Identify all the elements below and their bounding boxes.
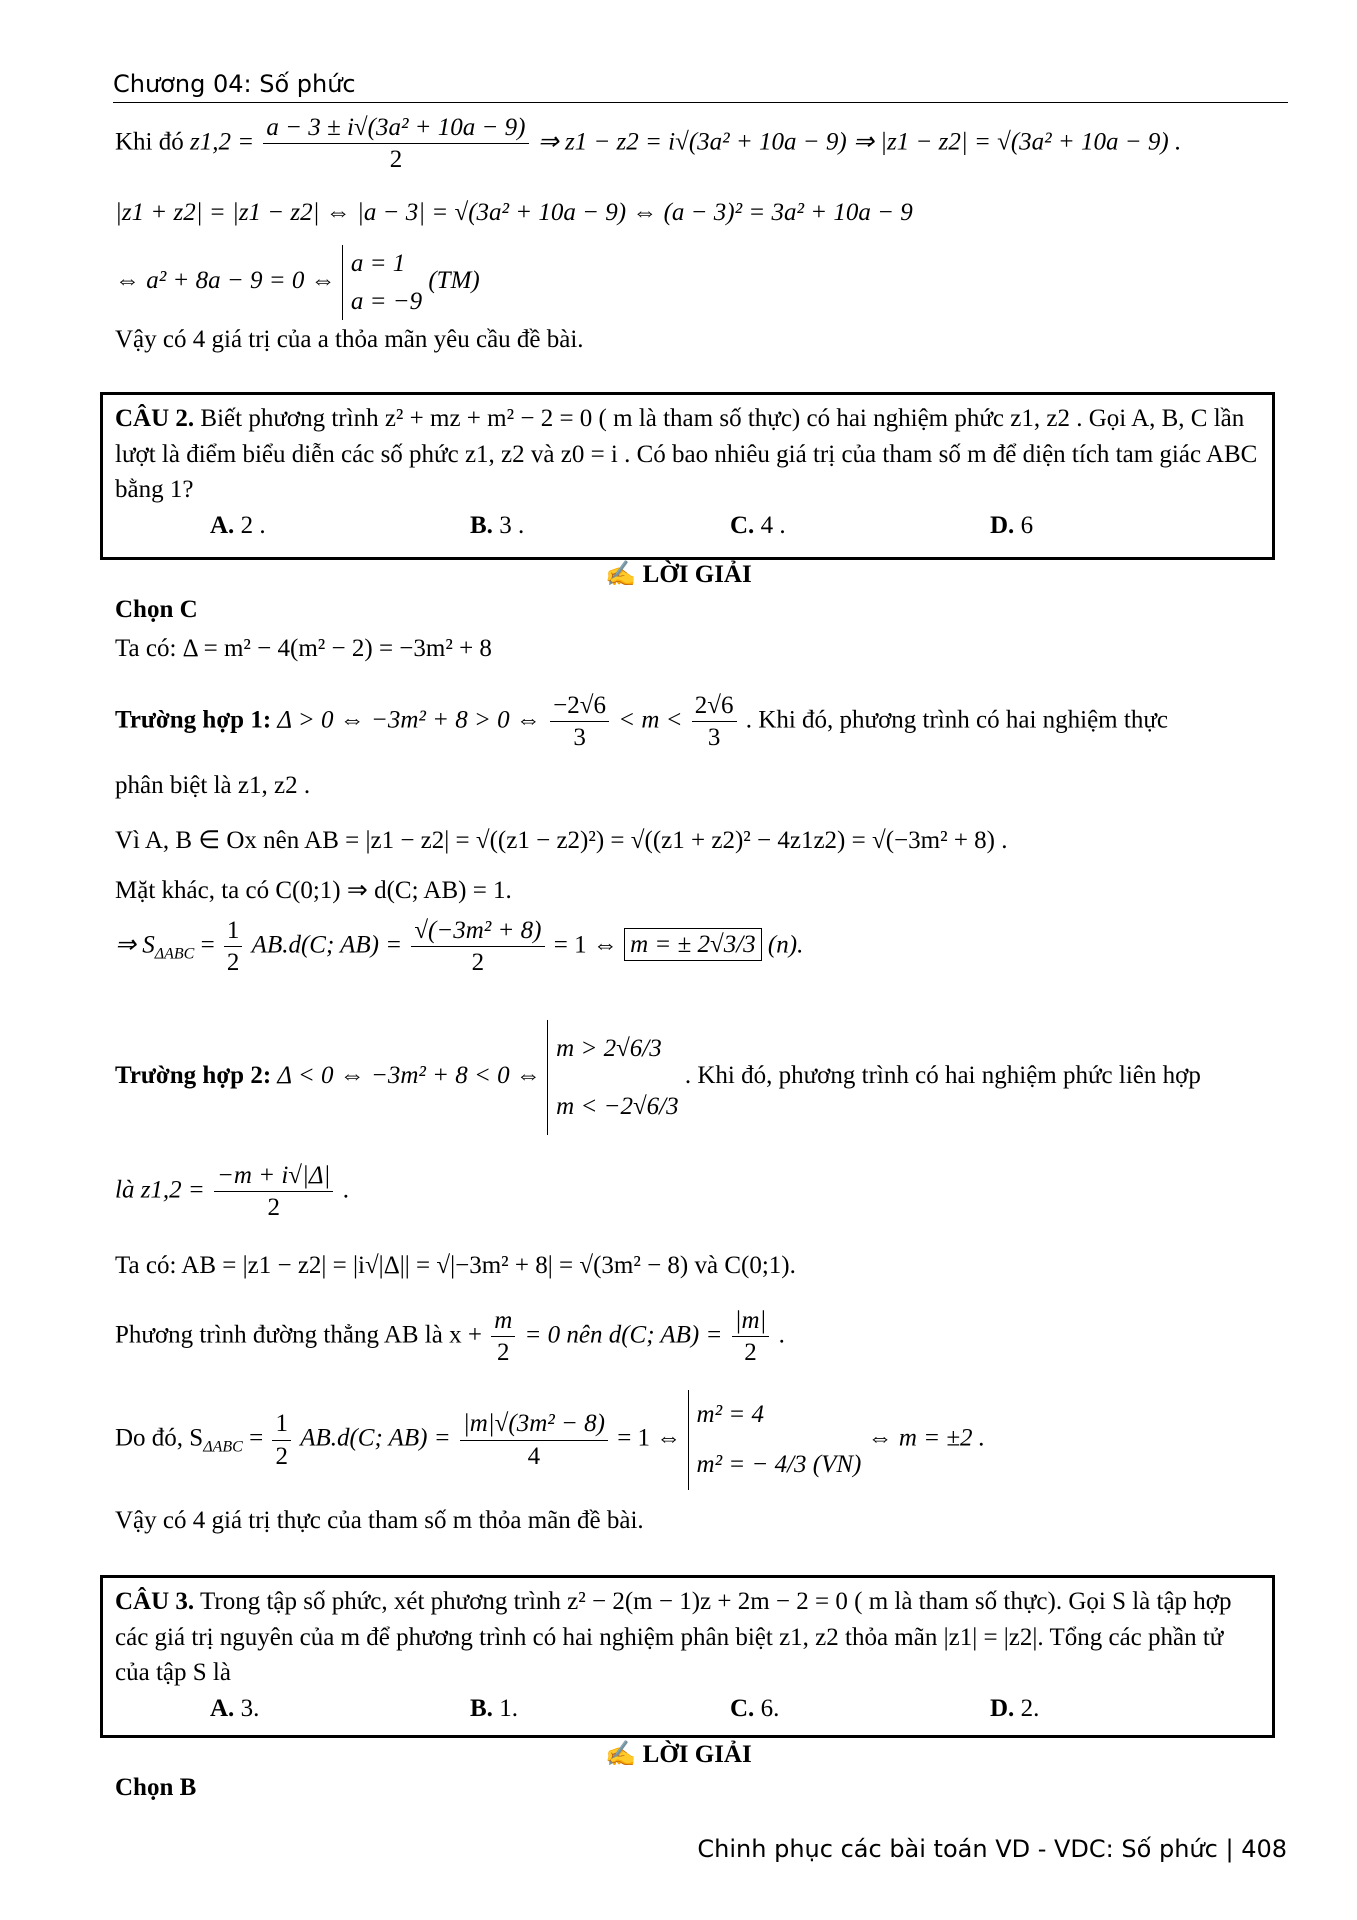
option-c: C. 6. [730,1694,780,1722]
option-c: C. 4 . [730,511,786,539]
prev-conclusion: Vậy có 4 giá trị của a thỏa mãn yêu cầu đề bài. [115,326,584,353]
question-3-options [115,1691,1260,1727]
fraction: $\frac{\text{√(−3m² + 8)}}{2}$ [411,915,544,979]
line-ab-equation: Phương trình đường thẳng AB là x + $\frac{m}{2}$ = 0 nên d(C; AB) = $\frac{|m|}{2}$ . [115,1305,1285,1369]
question-2-box [100,392,1275,560]
fraction: $\frac{\text{|m|√(3m² − 8)}}{4}$ [460,1408,608,1472]
question-3-box [100,1575,1275,1738]
option-d: D. 6 [990,511,1034,539]
boxed-result: m = ± 2√3/3 [624,928,762,961]
chapter-topic: Số phức [259,70,356,98]
fraction: $\frac{2√6}{3}$ [692,690,737,754]
book-title: Chinh phục các bài toán VD - VDC: [697,1835,1114,1863]
fraction: $\frac{|m|}{2}$ [732,1305,770,1369]
solution-2-heading: ✍ LỜI GIẢI [605,561,752,588]
option-a: A. 3. [210,1694,260,1722]
page-number: 408 [1241,1835,1287,1863]
prev-line-3: ⇔ a² + 8a − 9 = 0 ⇔ a = 1 a = −9 (TM) [115,245,1285,320]
case-2-line: Trường hợp 2: Δ < 0 ⇔ −3m² + 8 < 0 ⇔ m > 2√6/3 m < −2√6/3 . Khi đó, phương trình có hai nghiệm phức liên hợp [115,1020,1285,1135]
ab-line-1: Vì A, B ∈ Ox nên AB = |z1 − z2| = √((z1 − z2)²) = √((z1 + z2)² − 4z1z2) = √(−3m² + 8) . [115,827,1008,854]
bracket-system: m > 2√6/3 m < −2√6/3 [547,1020,678,1135]
fraction: $\frac{\text{a − 3 ± i√(3a² + 10a − 9)}}{2}$ [263,112,528,176]
delta-line: Ta có: Δ = m² − 4(m² − 2) = −3m² + 8 [115,635,492,662]
prev-line-2: |z1 + z2| = |z1 − z2| ⇔ |a − 3| = √(3a² + 10a − 9) ⇔ (a − 3)² = 3a² + 10a − 9 [115,199,913,226]
bracket-system: m² = 4 m² = − 4/3 (VN) [688,1390,862,1490]
page-footer [697,1835,1287,1863]
area-line-1: ⇒ $S_{\Delta ABC}$ = $\frac{1}{2}$ AB.d(C; AB) = $\frac{\text{√(−3m² + 8)}}{2}$ = 1 ⇔ m = ± 2√3/3 (n). [115,915,1285,979]
solution-3-choice: Chọn B [115,1774,197,1801]
solution-2-conclusion: Vậy có 4 giá trị thực của tham số m thỏa mãn đề bài. [115,1507,644,1534]
case-1-continuation: phân biệt là z1, z2 . [115,772,311,799]
option-d: D. 2. [990,1694,1040,1722]
ab-line-2: Ta có: AB = |z1 − z2| = |i√|Δ|| = √|−3m² + 8| = √(3m² − 8) và C(0;1). [115,1252,796,1279]
question-2-options [115,508,1260,544]
page-header [113,70,1288,103]
solution-3-heading: ✍ LỜI GIẢI [605,1741,752,1768]
option-b: B. 3 . [470,511,525,539]
fraction: $\frac{-m + i√|\Delta|}{2}$ [214,1160,333,1224]
question-3-text: CÂU 3. Trong tập số phức, xét phương trình z² − 2(m − 1)z + 2m − 2 = 0 ( m là tham số thực). Gọi S là tập hợp các giá trị nguyên của m để phương trình có hai nghiệm phân biệt z1, z2 thỏa mãn |z1| = |z2|. Tổng các phần tử của tập S là [115,1588,1232,1686]
solution-2-choice: Chọn C [115,596,198,623]
fraction: $\frac{1}{2}$ [272,1408,291,1472]
question-2-text: CÂU 2. Biết phương trình z² + mz + m² − 2 = 0 ( m là tham số thực) có hai nghiệm phức z1, z2 . Gọi A, B, C lần lượt là điểm biểu diễn các số phức z1, z2 và z0 = i . Có bao nhiêu giá trị của tham số m để diện tích tam giác ABC bằng 1? [115,405,1258,503]
case-1-line: Trường hợp 1: Δ > 0 ⇔ −3m² + 8 > 0 ⇔ $\frac{-2√6}{3}$ < m < $\frac{2√6}{3}$ . Khi đó, phương trình có hai nghiệm thực [115,690,1285,754]
option-a: A. 2 . [210,511,266,539]
option-b: B. 1. [470,1694,518,1722]
distance-line: Mặt khác, ta có C(0;1) ⇒ d(C; AB) = 1. [115,877,512,904]
footer-separator: | [1225,1835,1234,1863]
fraction: $\frac{-2√6}{3}$ [550,690,609,754]
prev-line-1: Khi đó z1,2 = $\frac{\text{a − 3 ± i√(3a² + 10a − 9)}}{2}$ ⇒ z1 − z2 = i√(3a² + 10a − 9) ⇒ |z1 − z2| = √(3a² + 10a − 9) . [115,112,1285,176]
footer-topic: Số phức [1121,1835,1218,1863]
fraction: $\frac{1}{2}$ [224,915,243,979]
chapter-label: Chương 04: [113,70,252,98]
bracket-system: a = 1 a = −9 [342,245,422,320]
area-line-2: Do đó, $S_{\Delta ABC}$ = $\frac{1}{2}$ AB.d(C; AB) = $\frac{\text{|m|√(3m² − 8)}}{4}$ = 1 ⇔ m² = 4 m² = − 4/3 (VN) ⇔ m = ±2 . [115,1390,1285,1490]
roots-line: là z1,2 = $\frac{-m + i√|\Delta|}{2}$ . [115,1160,1285,1224]
fraction: $\frac{m}{2}$ [491,1305,515,1369]
